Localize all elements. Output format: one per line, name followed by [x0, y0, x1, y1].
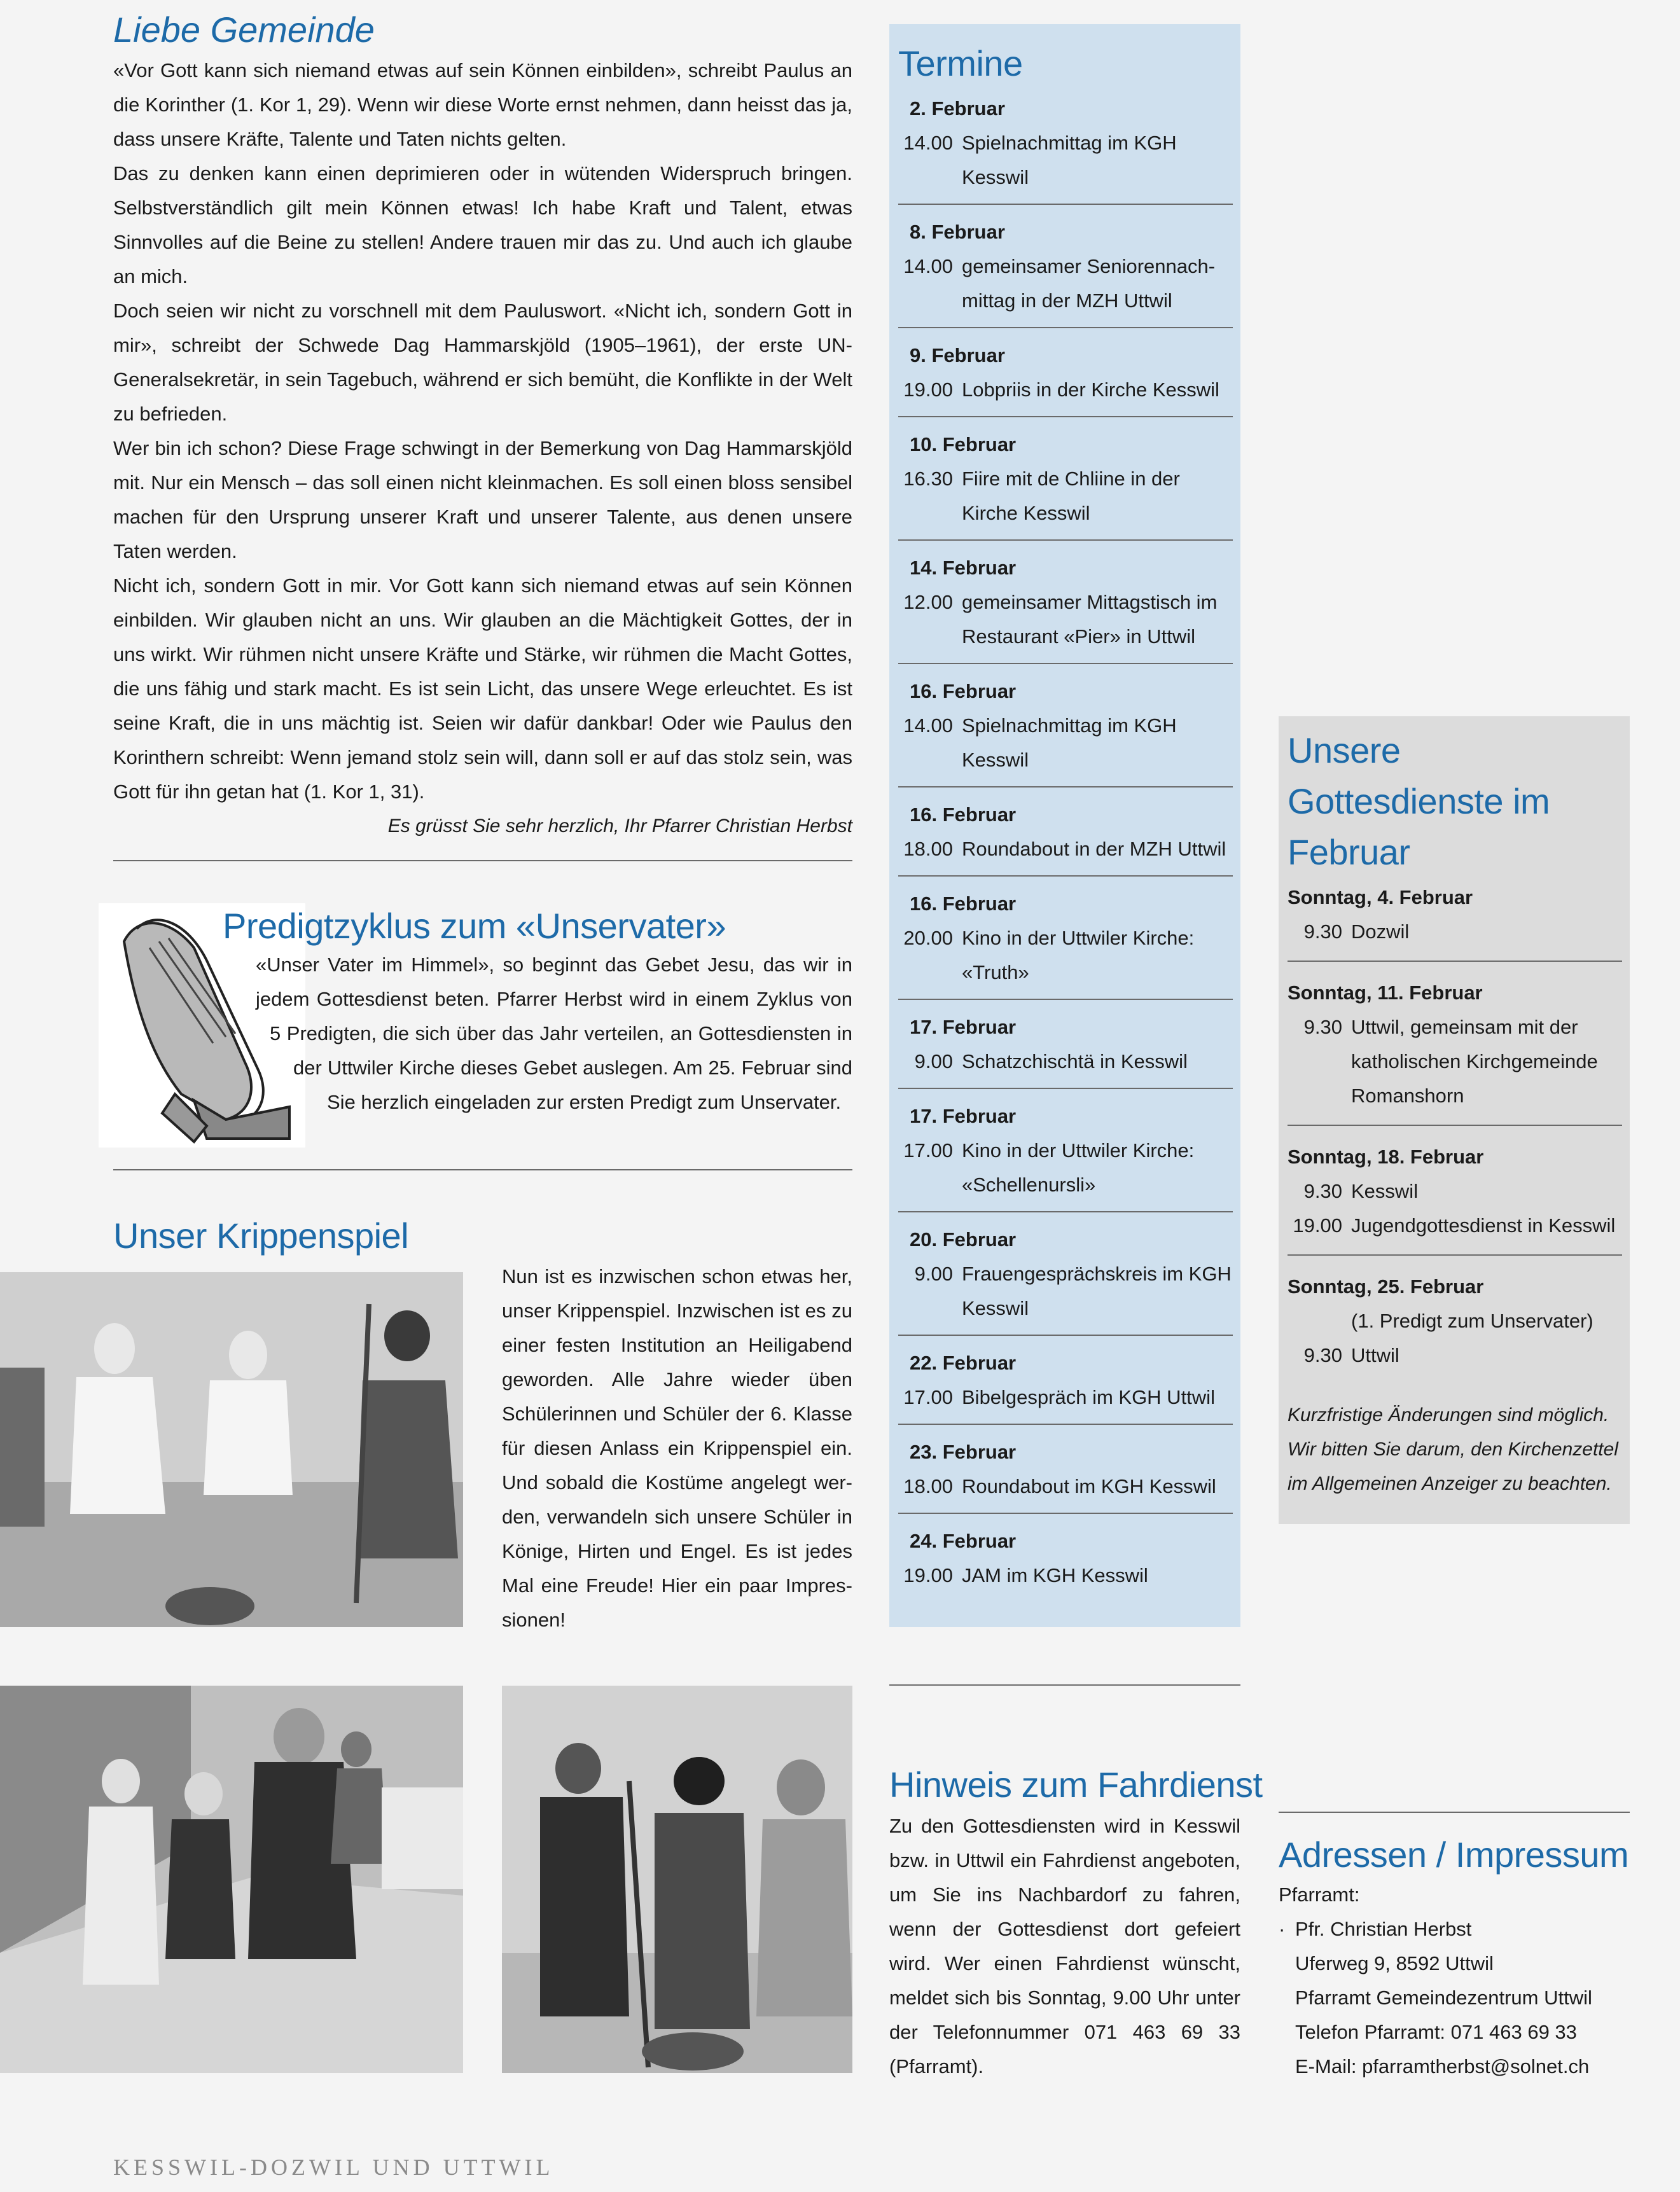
fahrdienst-title: Hinweis zum Fahrdienst: [889, 1765, 1263, 1805]
termin-date: 10. Februar: [910, 433, 1017, 455]
gottesdienst-note: Kurzfristige Änderungen sind möglich. Wir bitten Sie darum, den Kirchenzettel im Allgemeinen Anzeiger zu beachten.: [1288, 1405, 1618, 1494]
termin-desc: gemeinsamer Mittagstisch im Restaurant «Pier» in Uttwil: [962, 591, 1218, 648]
termin-time: 20.00: [903, 927, 953, 949]
termin-entry: [898, 795, 1233, 877]
termin-time: 14.00: [903, 255, 953, 277]
krippenspiel-photo: [0, 1272, 463, 1627]
divider: [1279, 1812, 1630, 1813]
krippenspiel-text: Nun ist es inzwischen schon etwas her, unser Krippenspiel. Inzwischen ist es zu einer festen Institution an Heiligabend geworden. Alle Jahre wieder üben Schülerinnen und Schüler der 6. Klasse für diesen Anlass ein Krippenspiel ein. Und sobald die Kostüme angelegt werden, verwandeln sich unsere Schüler in Könige, Hirten und Engel. Es ist jedes Mal eine Freude! Hier ein paar Impressionen!: [502, 1265, 852, 1631]
termin-entry: [898, 425, 1233, 541]
termin-entry: [898, 336, 1233, 417]
gottesdienst-desc: Kesswil: [1351, 1180, 1419, 1202]
fahrdienst-text: Zu den Gottesdiensten wird in Kesswil bzw. in Uttwil ein Fahrdienst angeboten, um Sie ins Nachbardorf zu fahren, wenn der Gottesdienst dort gefeiert wird. Wer einen Fahrdienst wünscht, meldet sich bis Sonntag, 9.00 Uhr unter der Telefonnummer 071 463 69 33 (Pfarramt).: [889, 1815, 1240, 2078]
predigt-text: «Unser Vater im Himmel», so beginnt das Gebet Jesu, das wir in jedem Gottesdienst beten. Pfarrer Herbst wird in einem Zyklus von 5 Predigten, die sich über das Jahr verteilen, an Gottesdiensten in der Uttwiler Kirche dieses Gebet auslegen. Am 25. Februar sind Sie herzlich eingeladen zur ersten Predigt zum Unservater.: [256, 954, 852, 1113]
termin-entry: [898, 1522, 1233, 1602]
adressen-label: Pfarramt:: [1279, 1883, 1360, 1906]
termin-time: 16.30: [903, 468, 953, 490]
page-footer: KESSWIL-DOZWIL UND UTTWIL: [113, 2154, 554, 2180]
gottesdienst-time: 9.30: [1303, 1180, 1342, 1202]
termin-entry: [898, 1097, 1233, 1212]
termin-time: 12.00: [903, 591, 953, 613]
bullet-icon: ·: [1279, 1918, 1286, 1940]
gottesdienst-entry: [1288, 1270, 1622, 1384]
termin-date: 8. Februar: [910, 221, 1005, 243]
termin-entry: [898, 89, 1233, 205]
predigt-title: Predigtzyklus zum «Unservater»: [223, 906, 726, 946]
termin-entry: [898, 1432, 1233, 1514]
termin-desc: Kino in der Uttwiler Kirche: «Schellenursli»: [962, 1139, 1195, 1196]
gottesdienst-entry: [1288, 1140, 1622, 1256]
termin-time: 9.00: [914, 1263, 953, 1285]
gottesdienst-date: Sonntag, 11. Februar: [1288, 982, 1483, 1004]
liebe-title: Liebe Gemeinde: [113, 10, 375, 50]
termine-title: Termine: [898, 43, 1023, 83]
liebe-paragraph: «Vor Gott kann sich niemand etwas auf sein Können einbilden», schreibt Paulus an die Korinther (1. Kor 1, 29). Wenn wir diese Worte ernst nehmen, dann heisst das ja, dass unsere Kräfte, Talente und Taten nichts gelten.: [113, 59, 852, 150]
termin-date: 17. Februar: [910, 1016, 1017, 1038]
termin-date: 16. Februar: [910, 892, 1017, 915]
termine-box: [889, 24, 1240, 1627]
gottesdienste-box: [1279, 716, 1630, 1524]
gottesdienst-entry: [1288, 880, 1622, 962]
termin-time: 19.00: [903, 378, 953, 401]
termin-time: 18.00: [903, 1475, 953, 1497]
gottesdienst-date: Sonntag, 18. Februar: [1288, 1146, 1484, 1168]
predigt-text-block: [113, 948, 852, 1196]
termin-time: 19.00: [903, 1564, 953, 1586]
adressen-street: Uferweg 9, 8592 Uttwil: [1295, 1952, 1494, 1974]
termin-date: 20. Februar: [910, 1228, 1017, 1251]
divider: [113, 860, 852, 861]
termin-desc: Schatzchischtä in Kesswil: [962, 1050, 1188, 1072]
gottesdienst-desc: Uttwil, gemeinsam mit der katholischen Kirchgemeinde Romanshorn: [1351, 1016, 1598, 1107]
termin-entry: [898, 1343, 1233, 1425]
termin-desc: Roundabout in der MZH Uttwil: [962, 838, 1226, 860]
liebe-paragraph: Nicht ich, sondern Gott in mir. Vor Gott kann sich niemand etwas auf sein Können einbilden. Wir glauben nicht an uns. Wir glauben an die Mächtigkeit Gottes, der in uns wirkt. Wir rühmen nicht unsere Kräfte und Stärke, wir rühmen die Macht Gottes, die uns fähig und stark macht. Es ist sein Licht, das unsere Wege erleuchtet. Es ist seine Kraft, die in uns mächtig ist. Seien wir dafür dankbar! Oder wie Paulus den Korinthern schreibt: Wenn jemand stolz sein will, dann soll er auf das stolz sein, was Gott für ihn getan hat (1. Kor 1, 31).: [113, 574, 852, 803]
termin-desc: Kino in der Uttwiler Kirche: «Truth»: [962, 927, 1195, 983]
adressen-phone: Telefon Pfarramt: 071 463 69 33: [1295, 2021, 1577, 2043]
termin-desc: Roundabout im KGH Kesswil: [962, 1475, 1216, 1497]
adressen-name: Pfr. Christian Herbst: [1295, 1918, 1472, 1940]
termin-date: 17. Februar: [910, 1105, 1017, 1127]
gottesdienst-entry: [1288, 976, 1622, 1126]
termin-date: 16. Februar: [910, 680, 1017, 702]
termin-date: 23. Februar: [910, 1441, 1017, 1463]
divider: [889, 1684, 1240, 1686]
gottesdienst-time: [1288, 1304, 1351, 1338]
gottesdienst-desc: Jugendgottesdienst in Kesswil: [1351, 1214, 1616, 1237]
adressen-block: [1279, 1878, 1630, 2084]
gottesdienste-title: Unsere Gottesdienste im Februar: [1288, 730, 1550, 872]
gottesdienst-desc: Dozwil: [1351, 920, 1410, 943]
termin-date: 2. Februar: [910, 97, 1005, 120]
krippenspiel-photo: [502, 1686, 852, 2073]
gottesdienst-time: 9.30: [1303, 1344, 1342, 1366]
termin-date: 16. Februar: [910, 803, 1017, 826]
liebe-paragraph: Doch seien wir nicht zu vorschnell mit dem Pauluswort. «Nicht ich, sondern Gott in mir», schreibt der Schwede Dag Hammarskjöld (1905–1961), der erste UN-Generalsekretär, in sein Tagebuch, während er sich bemüht, die Konflikte in der Welt zu befrieden.: [113, 300, 852, 425]
liebe-paragraph: Das zu denken kann einen deprimieren oder in wütenden Widerspruch bringen. Selbstverständlich gilt mein Können etwas! Ich habe Kraft und Talent, etwas Sinnvolles auf die Beine zu stellen! Andere trauen mir das zu. Und auch ich glaube an mich.: [113, 162, 852, 288]
gottesdienst-desc: Uttwil: [1351, 1344, 1399, 1366]
adressen-center: Pfarramt Gemeindezentrum Uttwil: [1295, 1987, 1592, 2009]
adressen-title: Adressen / Impressum: [1279, 1835, 1629, 1875]
termin-entry: [898, 548, 1233, 664]
termin-date: 24. Februar: [910, 1530, 1017, 1552]
gottesdienst-time: 9.30: [1303, 1016, 1342, 1038]
krippenspiel-title: Unser Krippenspiel: [113, 1216, 409, 1256]
termin-time: 14.00: [903, 714, 953, 737]
liebe-signature: Es grüsst Sie sehr herzlich, Ihr Pfarrer Christian Herbst: [387, 815, 852, 836]
fahrdienst-text-block: [889, 1809, 1240, 2084]
gottesdienst-time: 9.30: [1303, 920, 1342, 943]
termin-time: 17.00: [903, 1386, 953, 1408]
termin-entry: [898, 1220, 1233, 1336]
termin-desc: Lobpriis in der Kirche Kesswil: [962, 378, 1219, 401]
termin-time: 14.00: [903, 132, 953, 154]
termin-time: 9.00: [914, 1050, 953, 1072]
termin-desc: Spielnachmittag im KGH Kesswil: [962, 132, 1177, 188]
termin-desc: Bibelgespräch im KGH Uttwil: [962, 1386, 1215, 1408]
termin-time: 17.00: [903, 1139, 953, 1162]
termin-desc: JAM im KGH Kesswil: [962, 1564, 1148, 1586]
gottesdienst-desc: (1. Predigt zum Unservater): [1351, 1310, 1593, 1332]
liebe-gemeinde-section: [113, 8, 852, 843]
termin-entry: [898, 884, 1233, 1000]
termin-desc: Fiire mit de Chliine in der Kirche Kesswil: [962, 468, 1180, 524]
termin-date: 14. Februar: [910, 557, 1017, 579]
liebe-paragraph: Wer bin ich schon? Diese Frage schwingt in der Bemerkung von Dag Hammarskjöld mit. Nur ein Mensch – das soll einen nicht kleinmachen. Es soll einen bloss sensibel machen für den Ursprung unserer Kraft und unserer Talente, aus denen unsere Taten werden.: [113, 437, 852, 562]
adressen-email[interactable]: E-Mail: pfarramtherbst@solnet.ch: [1295, 2055, 1590, 2078]
gottesdienst-date: Sonntag, 25. Februar: [1288, 1275, 1484, 1298]
termin-date: 22. Februar: [910, 1352, 1017, 1374]
termin-entry: [898, 1008, 1233, 1089]
termin-desc: gemeinsamer Seniorennachmittag in der MZH Uttwil: [962, 255, 1216, 312]
termin-entry: [898, 212, 1233, 328]
divider: [113, 1169, 852, 1170]
gottesdienst-time: 19.00: [1293, 1214, 1342, 1237]
krippenspiel-text-block: [502, 1259, 852, 1637]
gottesdienst-date: Sonntag, 4. Februar: [1288, 886, 1473, 908]
termin-desc: Spielnachmittag im KGH Kesswil: [962, 714, 1177, 771]
termin-date: 9. Februar: [910, 344, 1005, 366]
termin-entry: [898, 672, 1233, 787]
termin-desc: Frauengesprächskreis im KGH Kesswil: [962, 1263, 1232, 1319]
termin-time: 18.00: [903, 838, 953, 860]
krippenspiel-photo: [0, 1686, 463, 2073]
